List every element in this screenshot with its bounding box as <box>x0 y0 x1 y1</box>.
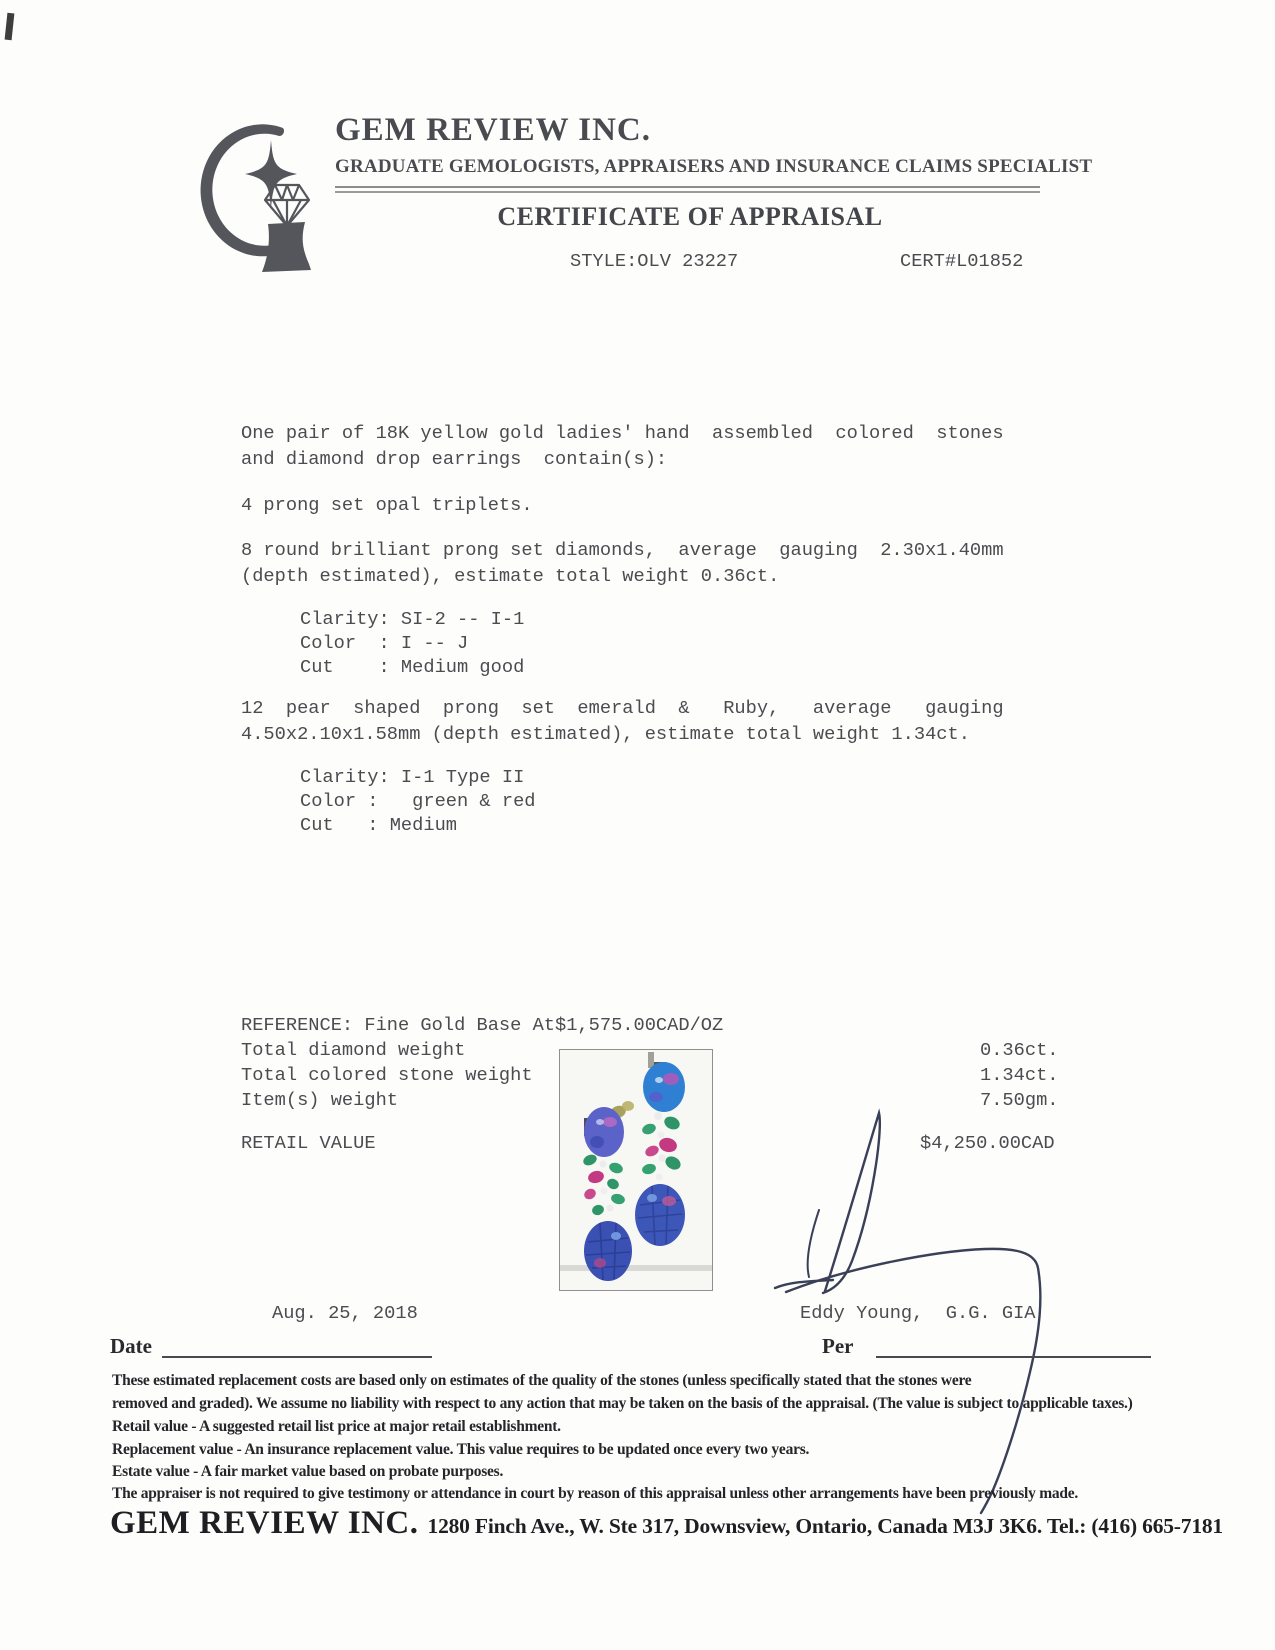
item-opal: 4 prong set opal triplets. <box>241 494 533 516</box>
valuation-row-value: 1.34ct. <box>980 1064 1059 1086</box>
company-name: GEM REVIEW INC. <box>335 112 652 148</box>
per-line <box>876 1340 1151 1358</box>
item-diamonds-line-1: 8 round brilliant prong set diamonds, average gauging 2.30x1.40mm <box>241 539 1004 561</box>
item-emerald-ruby-line-1: 12 pear shaped prong set emerald & Ruby, average gauging <box>241 697 1004 719</box>
footer-address: 1280 Finch Ave., W. Ste 317, Downsview, Ontario, Canada M3J 3K6. Tel.: (416) 665-7181 <box>427 1514 1223 1538</box>
valuation-row-label: Total colored stone weight <box>241 1064 533 1086</box>
disclaimer-line: Estate value - A fair market value based on probate purposes. <box>112 1463 504 1480</box>
gem-review-logo-icon <box>165 100 325 275</box>
disclaimer-line: removed and graded). We assume no liability with respect to any action that may be taken on the basis of the appraisal. (The value is subject to applicable taxes.) <box>112 1395 1133 1412</box>
retail-value-label: RETAIL VALUE <box>241 1132 376 1154</box>
intro-line-1: One pair of 18K yellow gold ladies' hand assembled colored stones <box>241 422 1004 444</box>
valuation-row-label: Item(s) weight <box>241 1089 399 1111</box>
header-divider <box>335 186 1040 193</box>
footer-company: GEM REVIEW INC. <box>110 1505 419 1541</box>
disclaimer-line: Retail value - A suggested retail list price at major retail establishment. <box>112 1418 561 1435</box>
retail-value-amount: $4,250.00CAD <box>920 1132 1055 1154</box>
date-value: Aug. 25, 2018 <box>272 1302 418 1324</box>
earrings-photo <box>560 1050 712 1290</box>
stone-spec-color: Color : green & red <box>300 790 536 812</box>
reference-line: REFERENCE: Fine Gold Base At$1,575.00CAD/OZ <box>241 1014 724 1036</box>
diamond-spec-color: Color : I -- J <box>300 632 469 654</box>
per-label: Per <box>822 1334 854 1358</box>
company-tagline: GRADUATE GEMOLOGISTS, APPRAISERS AND INSURANCE CLAIMS SPECIALIST <box>335 156 1093 177</box>
style-number: STYLE:OLV 23227 <box>570 250 739 272</box>
disclaimer-line: These estimated replacement costs are based only on estimates of the quality of the stones (unless specifically stated that the stones were <box>112 1372 972 1389</box>
footer <box>110 1505 1223 1542</box>
stone-spec-clarity: Clarity: I-1 Type II <box>300 766 525 788</box>
valuation-row-value: 7.50gm. <box>980 1089 1059 1111</box>
disclaimer-line: Replacement value - An insurance replacement value. This value requires to be updated once every two years. <box>112 1441 810 1458</box>
item-diamonds-line-2: (depth estimated), estimate total weight 0.36ct. <box>241 565 780 587</box>
intro-line-2: and diamond drop earrings contain(s): <box>241 448 668 470</box>
date-label: Date <box>110 1334 152 1358</box>
disclaimer-line: The appraiser is not required to give testimony or attendance in court by reason of this appraisal unless other arrangements have been previously made. <box>112 1485 1079 1502</box>
stone-spec-cut: Cut : Medium <box>300 814 458 836</box>
page-title: CERTIFICATE OF APPRAISAL <box>497 202 883 231</box>
valuation-row-value: 0.36ct. <box>980 1039 1059 1061</box>
scan-artifact <box>5 13 15 41</box>
cert-number: CERT#L01852 <box>900 250 1024 272</box>
diamond-spec-clarity: Clarity: SI-2 -- I-1 <box>300 608 525 630</box>
appraiser-name: Eddy Young, G.G. GIA <box>800 1302 1036 1324</box>
date-line <box>162 1340 432 1358</box>
diamond-spec-cut: Cut : Medium good <box>300 656 525 678</box>
valuation-row-label: Total diamond weight <box>241 1039 466 1061</box>
item-emerald-ruby-line-2: 4.50x2.10x1.58mm (depth estimated), estimate total weight 1.34ct. <box>241 723 970 745</box>
